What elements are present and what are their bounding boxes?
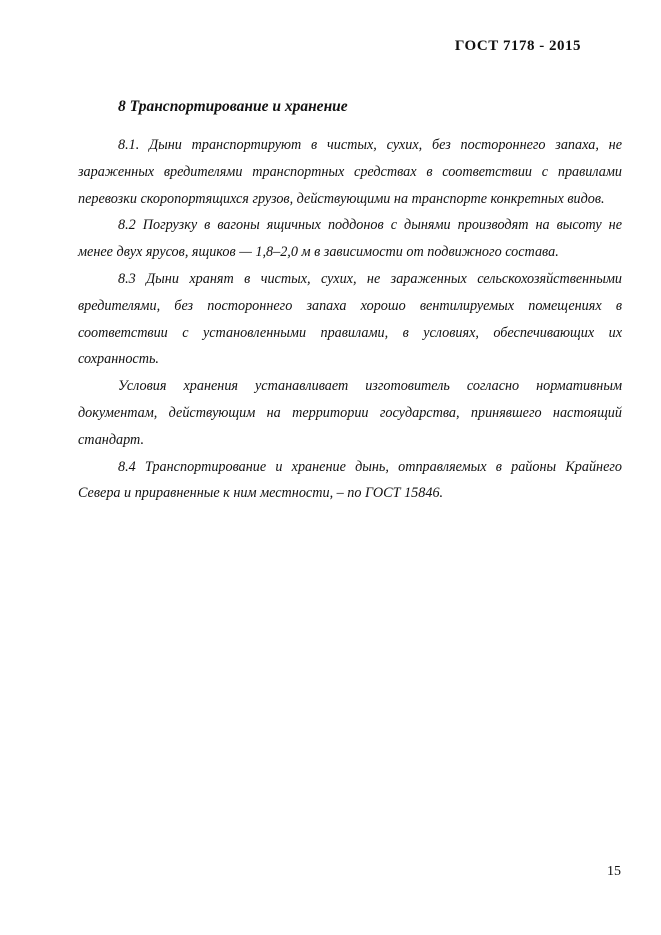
paragraph-8-3: 8.3 Дыни хранят в чистых, сухих, не зараженных сельскохозяйственными вредителями, без постороннего запаха хорошо вентилируемых помещениях в соответствии с установленными правилами, в условиях, обеспечивающих их сохранность. <box>78 270 622 368</box>
document-code-header: ГОСТ 7178 - 2015 <box>454 38 581 54</box>
paragraph-8-1: 8.1. Дыни транспортируют в чистых, сухих, без постороннего запаха, не зараженных вредителями транспортных средствах в соответствии с правилами перевозки скоропортящихся грузов, действующими на транспорте конкретных видов. <box>78 137 622 207</box>
paragraph-8-4: 8.4 Транспортирование и хранение дынь, отправляемых в районы Крайнего Севера и приравненные к ним местности, – по ГОСТ 15846. <box>78 458 622 502</box>
paragraph-storage-conditions: Условия хранения устанавливает изготовитель согласно нормативным документам, действующим на территории государства, принявшего настоящий стандарт. <box>78 378 622 448</box>
section-body <box>78 132 622 507</box>
page-number: 15 <box>607 864 621 879</box>
paragraph-8-2: 8.2 Погрузку в вагоны ящичных поддонов с дынями производят на высоту не менее двух ярусов, ящиков — 1,8–2,0 м в зависимости от подвижного состава. <box>78 217 622 261</box>
section-title: 8 Транспортирование и хранение <box>118 98 348 115</box>
